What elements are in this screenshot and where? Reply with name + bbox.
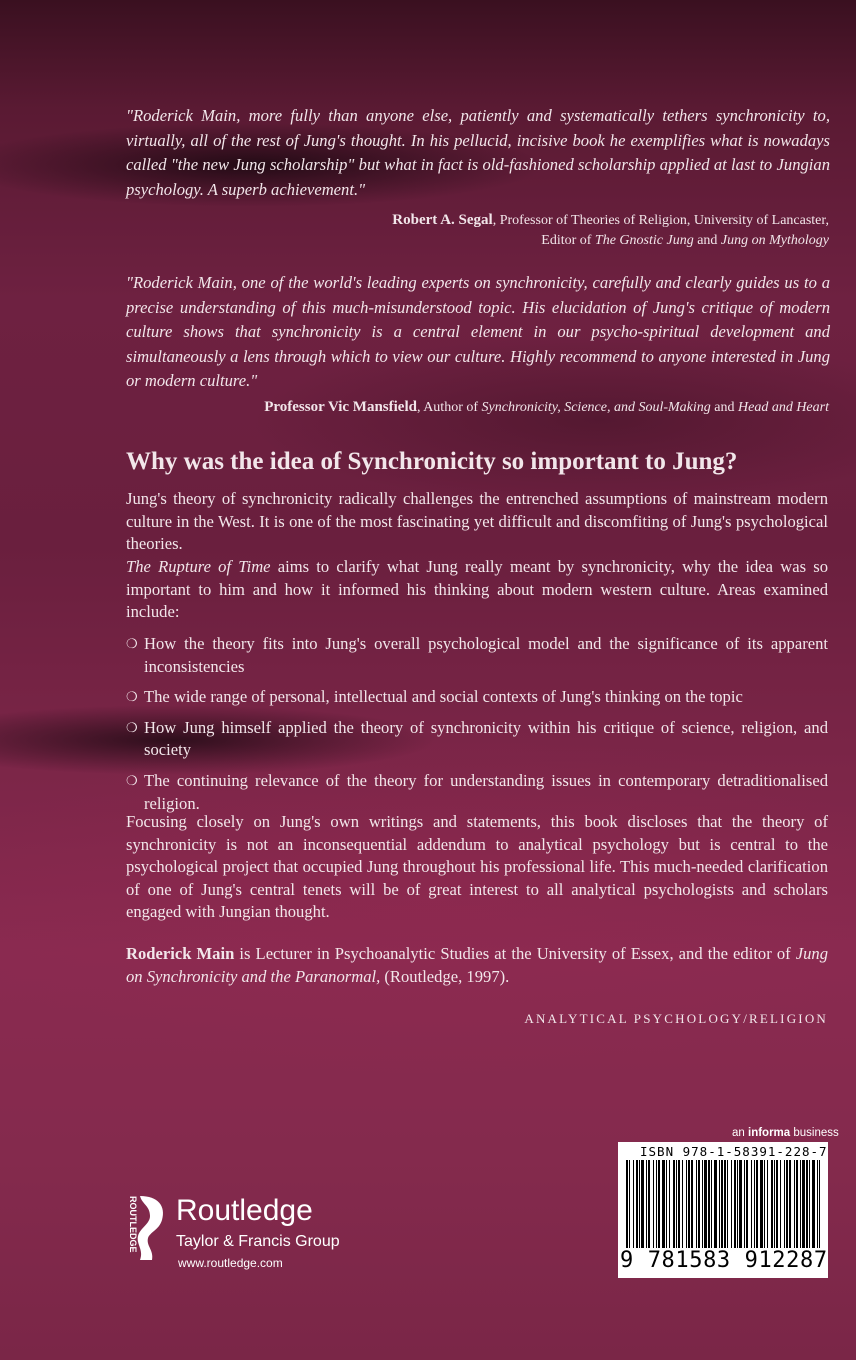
and-connector: and — [693, 233, 721, 248]
editor-prefix: Editor of — [541, 233, 595, 248]
barcode-bars-icon — [626, 1160, 820, 1250]
bullet-icon: ❍ — [126, 772, 138, 788]
list-item — [126, 717, 828, 762]
and-connector: and — [710, 400, 738, 415]
book-title-jung-on-mythology: Jung on Mythology — [720, 233, 829, 248]
isbn-barcode — [618, 1142, 828, 1278]
endorser-name: Robert A. Segal — [392, 212, 493, 228]
informa-brand: informa — [748, 1127, 791, 1139]
bullet-icon: ❍ — [126, 719, 138, 735]
endorsement-editor-line — [541, 231, 829, 251]
publisher-name: Routledge — [176, 1194, 313, 1227]
book-title-jung-on-synchronicity: Jung on Synchronicity and the Paranormal, — [126, 944, 829, 986]
areas-list — [126, 633, 828, 823]
informa-suffix: business — [790, 1127, 839, 1139]
aims-text: aims to clarify what Jung really meant by synchronicity, why the idea was so important to him and how it informed his thinking about modern western culture. Areas examined include: — [126, 557, 828, 622]
list-item-text: The wide range of personal, intellectual and social contexts of Jung's thinking on the topic — [144, 687, 743, 707]
endorsement-attribution-segal — [392, 210, 829, 231]
informa-tagline — [732, 1127, 839, 1139]
endorser-title: , Professor of Theories of Religion, University of Lancaster, — [492, 213, 829, 228]
author-bio-text: is Lecturer in Psychoanalytic Studies at the University of Essex, and the editor of — [234, 944, 796, 963]
subject-category: ANALYTICAL PSYCHOLOGY/RELIGION — [524, 1011, 828, 1026]
author-name: Roderick Main — [126, 944, 235, 963]
endorsement-quote-mansfield: "Roderick Main, one of the world's leading experts on synchronicity, carefully and clearly guides us to a precise understanding of this much-misunderstood topic. His elucidation of Jung's critique of modern culture shows that synchronicity is a central element in our psycho-spiritual development and simultaneously a lens through which to view our culture. Highly recommend to anyone interested in Jung or modern culture." — [126, 273, 830, 391]
isbn-digits: 9 781583 912287 — [620, 1248, 828, 1273]
book-title-synchronicity-science: Synchronicity, Science, and Soul-Making — [481, 400, 711, 415]
endorsement-attribution-mansfield — [264, 397, 829, 418]
author-bio-publisher: (Routledge, 1997). — [380, 966, 510, 986]
list-item-text: How Jung himself applied the theory of synchronicity within his critique of science, religion, and society — [144, 717, 828, 760]
publisher-url: www.routledge.com — [178, 1256, 283, 1270]
routledge-vertical-mark: ROUTLEDGE — [128, 1196, 138, 1253]
list-item — [126, 686, 828, 709]
list-item — [126, 633, 828, 678]
book-title-rupture-of-time: The Rupture of Time — [126, 557, 271, 576]
section-heading: Why was the idea of Synchronicity so important to Jung? — [126, 448, 738, 475]
bullet-icon: ❍ — [126, 689, 138, 705]
aims-paragraph — [126, 556, 828, 624]
list-item-text: The continuing relevance of the theory for understanding issues in contemporary detraditionalised religion. — [144, 770, 828, 813]
author-bio — [126, 943, 828, 988]
bullet-icon: ❍ — [126, 636, 138, 651]
routledge-logo-icon — [118, 1192, 170, 1264]
publisher-group: Taylor & Francis Group — [176, 1233, 340, 1250]
list-item — [126, 770, 828, 815]
focus-paragraph: Focusing closely on Jung's own writings and statements, this book discloses that the theory of synchronicity is not an inconsequential addendum to analytical psychology but is central to the psychological project that occupied Jung throughout his professional life. This much-needed clarification of one of Jung's central tenets will be of great interest to all analytical psychologists and scholars engaged with Jungian thought. — [126, 812, 828, 922]
informa-prefix: an — [732, 1127, 748, 1139]
list-item-text: How the theory fits into Jung's overall psychological model and the significance of its apparent inconsistencies — [144, 634, 828, 676]
isbn-label: ISBN 978-1-58391-228-7 — [640, 1144, 828, 1159]
intro-paragraph: Jung's theory of synchronicity radically challenges the entrenched assumptions of mainstream modern culture in the West. It is one of the most fascinating yet difficult and discomfiting of Jung's psychological theories. — [126, 489, 828, 554]
endorsement-quote-segal: "Roderick Main, more fully than anyone else, patiently and systematically tethers synchronicity to, virtually, all of the rest of Jung's thought. In his pellucid, incisive book he exemplifies what is nowadays called "the new Jung scholarship" but what in fact is old-fashioned scholarship applied at last to Jungian psychology. A superb achievement." — [126, 106, 830, 199]
book-title-head-and-heart: Head and Heart — [738, 400, 829, 415]
book-title-gnostic-jung: The Gnostic Jung — [594, 233, 694, 248]
endorser-name: Professor Vic Mansfield — [264, 399, 417, 415]
endorser-title: , Author of — [416, 400, 482, 415]
